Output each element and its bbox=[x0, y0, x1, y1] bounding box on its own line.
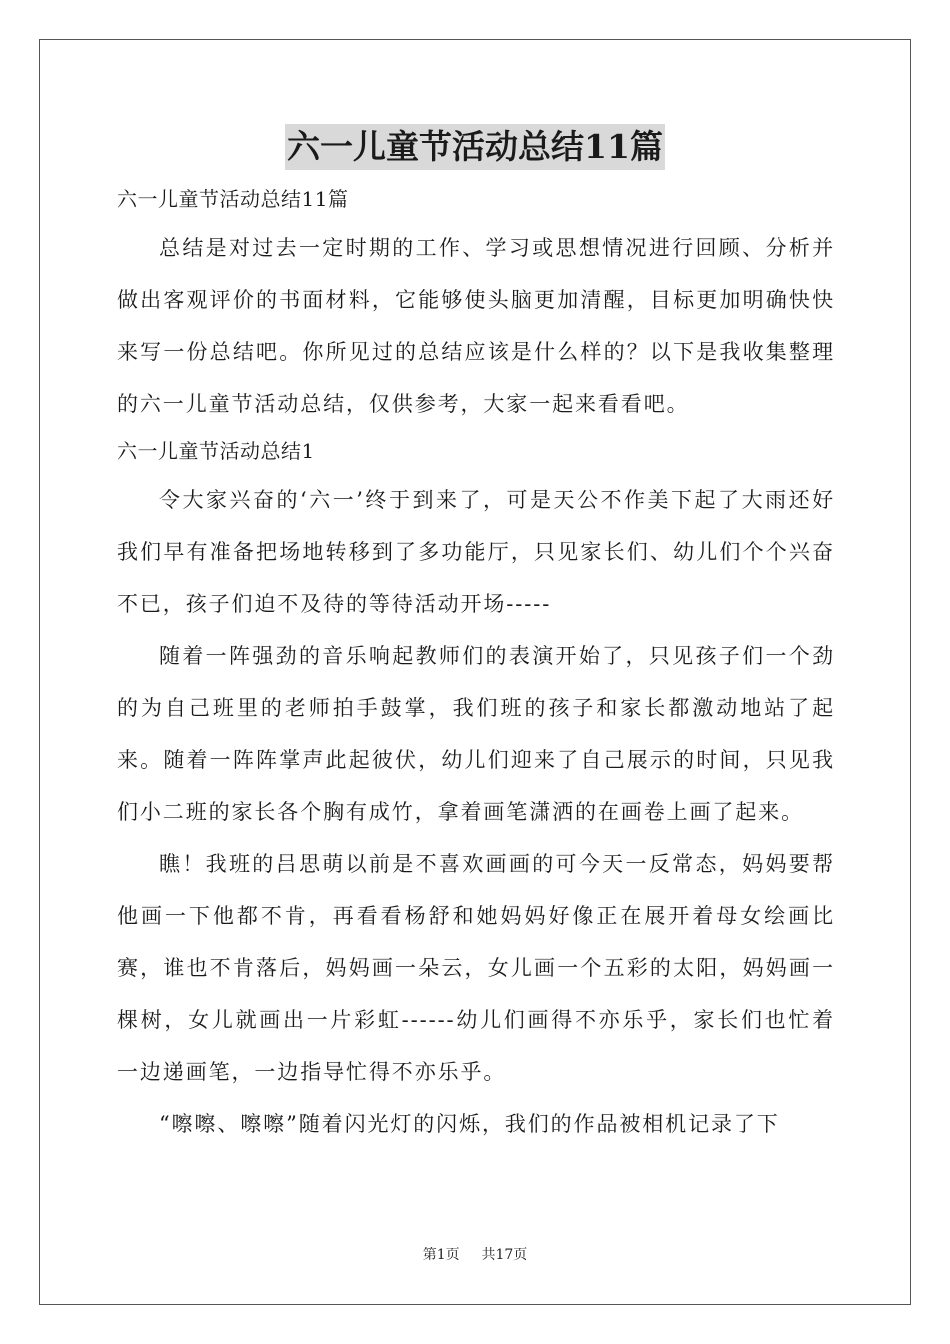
body-paragraph-1: 令大家兴奋的‘六一’终于到来了，可是天公不作美下起了大雨还好我们早有准备把场地转移到了多功能厅，只见家长们、幼儿们个个兴奋不已，孩子们迫不及待的等待活动开场----- bbox=[117, 488, 835, 616]
body-paragraph-2: 随着一阵强劲的音乐响起教师们的表演开始了，只见孩子们一个劲的为自己班里的老师拍手鼓掌，我们班的孩子和家长都激动地站了起来。随着一阵阵掌声此起彼伏，幼儿们迎来了自己展示的时间，只见我们小二班的家长各个胸有成竹，拿着画笔潇洒的在画卷上画了起来。 bbox=[117, 644, 835, 824]
section-heading: 六一儿童节活动总结1 bbox=[117, 439, 315, 463]
title-container bbox=[0, 124, 950, 170]
page-total: 共17页 bbox=[481, 1247, 528, 1263]
page-footer bbox=[0, 1244, 950, 1264]
document-body bbox=[117, 178, 835, 1150]
document-subtitle: 六一儿童节活动总结11篇 bbox=[117, 187, 349, 211]
page-number: 第1页 bbox=[422, 1247, 460, 1263]
body-paragraph-4: “嚓嚓、嚓嚓”随着闪光灯的闪烁，我们的作品被相机记录了下 bbox=[159, 1112, 780, 1136]
body-paragraph-3: 瞧！我班的吕思萌以前是不喜欢画画的可今天一反常态，妈妈要帮他画一下他都不肯，再看看杨舒和她妈妈好像正在展开着母女绘画比赛，谁也不肯落后，妈妈画一朵云，女儿画一个五彩的太阳，妈妈画一棵树，女儿就画出一片彩虹------幼儿们画得不亦乐乎，家长们也忙着一边递画笔，一边指导忙得不亦乐乎。 bbox=[117, 852, 835, 1084]
document-title: 六一儿童节活动总结11篇 bbox=[285, 124, 665, 170]
intro-paragraph: 总结是对过去一定时期的工作、学习或思想情况进行回顾、分析并做出客观评价的书面材料，它能够使头脑更加清醒，目标更加明确快快来写一份总结吧。你所见过的总结应该是什么样的？以下是我收集整理的六一儿童节活动总结，仅供参考，大家一起来看看吧。 bbox=[117, 236, 835, 416]
